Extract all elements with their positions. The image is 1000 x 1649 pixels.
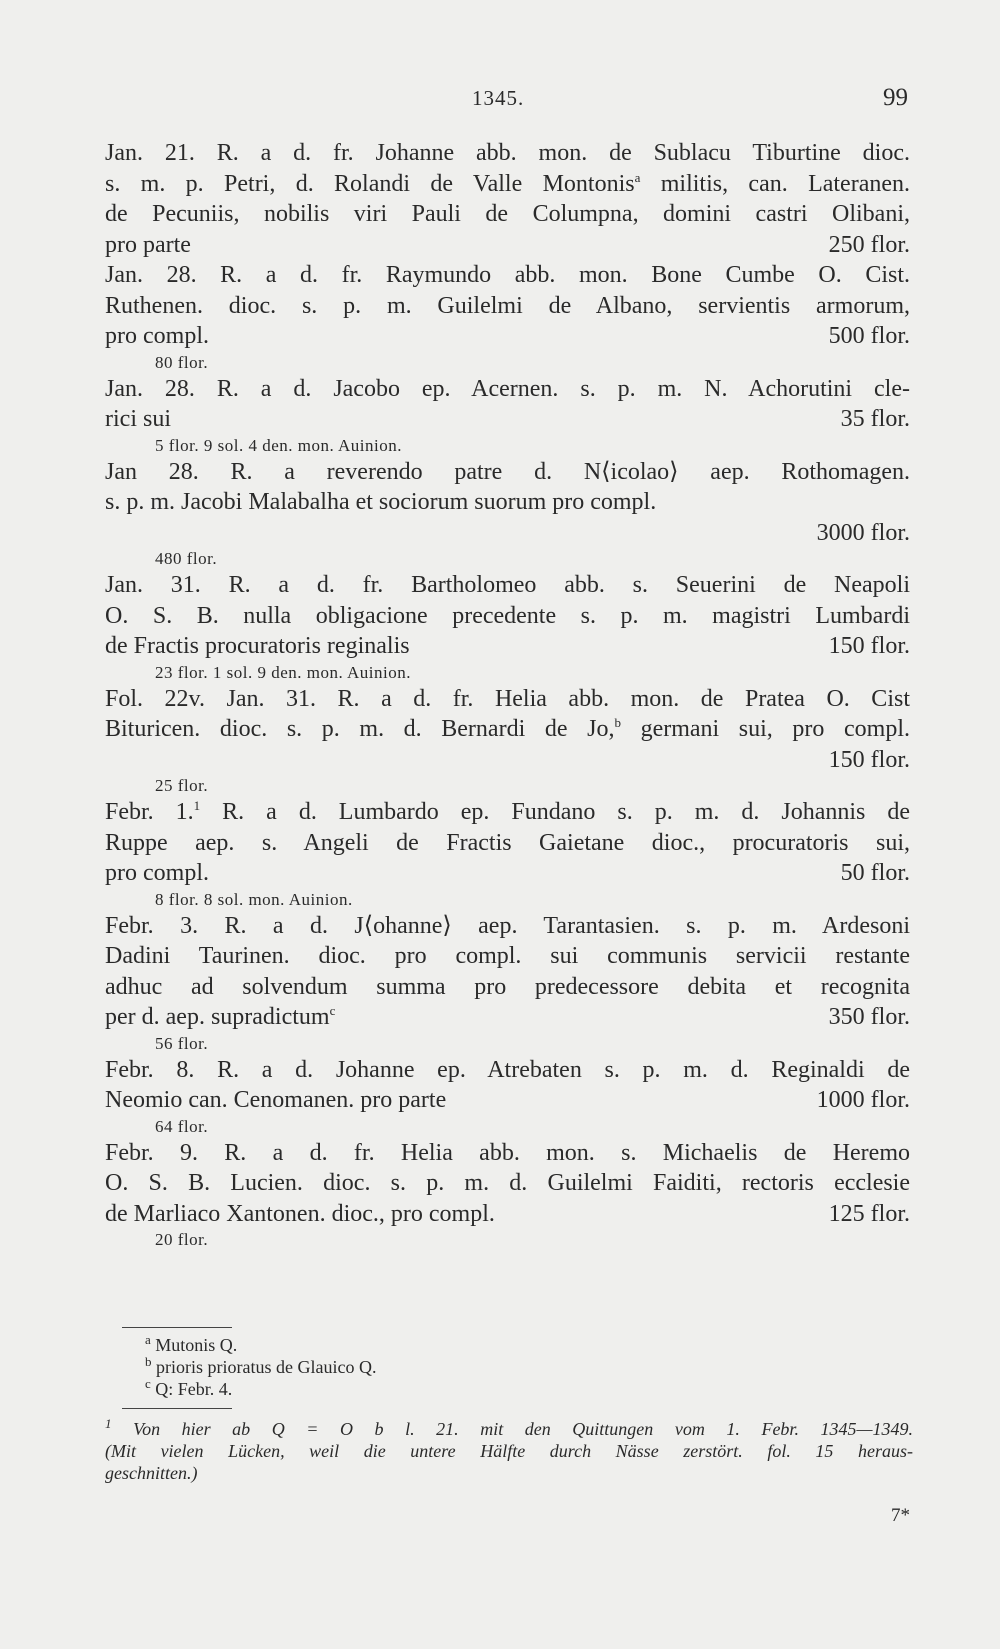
notes-rule (122, 1327, 232, 1328)
paid-note: 8 flor. 8 sol. mon. Auinion. (155, 889, 353, 909)
entry-line: pro parte 250 flor. (105, 230, 910, 261)
apparatus-note: $^a$ Mutonis Q. (145, 1332, 238, 1355)
amount: 1000 flor. (816, 1087, 910, 1113)
ledger-entry (105, 684, 910, 798)
apparatus-note: $^b$ prioris prioratus de Glauico Q. (145, 1354, 377, 1377)
amount: 125 flor. (828, 1200, 910, 1227)
entry-line: pro compl. 500 flor. (105, 321, 910, 352)
entry-line: Jan. 28. R. a d. fr. Raymundo abb. mon. Bone Cumbe O. Cist. (105, 262, 910, 288)
ledger-entry (105, 1055, 910, 1138)
paid-note: 56 flor. (155, 1033, 209, 1053)
footnote-line: $^1$ Von hier ab Q = O b l. 21. mit den Quittungen vom 1. Febr. 1345—1349. (105, 1416, 914, 1439)
ledger-entry (105, 570, 910, 684)
amount: 150 flor. (828, 633, 910, 659)
paid-note: 20 flor. (155, 1230, 209, 1249)
footnote-mark: a (634, 169, 641, 185)
paid-note: 480 flor. (155, 549, 218, 568)
ledger-entry (105, 138, 910, 260)
ledger-entry (105, 457, 910, 571)
entry-line: pro compl. 50 flor. (105, 858, 910, 889)
amount: 3000 flor. (816, 519, 910, 546)
footnote-rule (122, 1408, 232, 1409)
paid-note: 80 flor. (155, 352, 209, 372)
entry-line: Ruppe aep. s. Angeli de Fractis Gaietane dioc., procuratoris sui, (105, 829, 910, 856)
amount: 35 flor. (840, 406, 910, 432)
amount: 50 flor. (840, 860, 910, 886)
ledger-entry (105, 911, 910, 1055)
entry-line: Febr. 8. R. a d. Johanne ep. Atrebaten s. p. m. d. Reginaldi de (105, 1056, 910, 1083)
entry-line: Jan. 28. R. a d. Jacobo ep. Acernen. s. p. m. N. Achorutini cle- (105, 375, 910, 402)
amount: 500 flor. (828, 323, 910, 349)
paid-note: 5 flor. 9 sol. 4 den. mon. Auinion. (155, 435, 402, 455)
footnote-mark: c (329, 1003, 336, 1018)
entry-line: Jan. 31. R. a d. fr. Bartholomeo abb. s. Seuerini de Neapoli (105, 572, 910, 598)
apparatus-note: $^c$ Q: Febr. 4. (145, 1376, 233, 1399)
entry-line: de Fractis procuratoris reginalis 150 flor. (105, 631, 910, 662)
entry-line: per d. aep. supradictum$^c$ 350 flor. (105, 1002, 910, 1033)
entry-line: rici sui 35 flor. (105, 404, 910, 435)
entry-line: de Pecuniis, nobilis viri Pauli de Columpna, domini castri Olibani, (105, 201, 910, 227)
paid-note: 64 flor. (155, 1116, 209, 1136)
entry-line: s. m. p. Petri, d. Rolandi de Valle Montonis$^a$ militis, can. Lateranen. (105, 169, 910, 197)
footnote-line: geschnitten.) (105, 1463, 198, 1483)
footnote-mark: b (614, 715, 621, 730)
running-head-year: 1345. (472, 86, 525, 110)
entry-line: Febr. 9. R. a d. fr. Helia abb. mon. s. Michaelis de Heremo (105, 1139, 910, 1166)
entry-line: Jan 28. R. a reverendo patre d. N⟨icolao⟩ aep. Rothomagen. (105, 458, 910, 485)
footnote (105, 1418, 913, 1484)
page-number: 99 (883, 84, 908, 111)
apparatus-notes (145, 1334, 376, 1400)
running-head (105, 86, 908, 120)
footnote-mark: 1 (193, 798, 201, 813)
ledger-body (105, 138, 910, 1251)
entry-line: de Marliaco Xantonen. dioc., pro compl. 125 flor. (105, 1199, 910, 1230)
entry-line: s. p. m. Jacobi Malabalha et sociorum suorum pro compl. (105, 489, 657, 515)
entry-line: Fol. 22v. Jan. 31. R. a d. fr. Helia abb. mon. de Pratea O. Cist (105, 685, 910, 712)
entry-line: Bituricen. dioc. s. p. m. d. Bernardi de Jo,$^b$ germani sui, pro compl. (105, 715, 911, 742)
entry-line: Ruthenen. dioc. s. p. m. Guilelmi de Albano, servientis armorum, (105, 292, 910, 319)
ledger-entry (105, 797, 910, 911)
amount: 150 flor. (828, 746, 910, 773)
ledger-entry (105, 374, 910, 457)
amount: 350 flor. (828, 1004, 910, 1030)
entry-line: adhuc ad solvendum summa pro predecessore debita et recognita (105, 973, 910, 1000)
signature-mark: 7* (891, 1505, 910, 1526)
entry-line: Febr. 1.$^1$ R. a d. Lumbardo ep. Fundano s. p. m. d. Johannis de (105, 798, 911, 825)
ledger-entry (105, 1138, 910, 1252)
amount: 250 flor. (828, 231, 910, 258)
ledger-entry (105, 260, 910, 374)
entry-line: Neomio can. Cenomanen. pro parte 1000 flor. (105, 1085, 910, 1116)
entry-line: Jan. 21. R. a d. fr. Johanne abb. mon. de Sublacu Tiburtine dioc. (105, 140, 910, 166)
entry-line: Dadini Taurinen. dioc. pro compl. sui communis servicii restante (105, 943, 910, 969)
paid-note: 23 flor. 1 sol. 9 den. mon. Auinion. (155, 662, 411, 682)
paid-note: 25 flor. (155, 776, 209, 795)
footnote-line: (Mit vielen Lücken, weil die untere Hälfte durch Nässe zerstört. fol. 15 heraus- (105, 1441, 913, 1461)
entry-line: Febr. 3. R. a d. J⟨ohanne⟩ aep. Tarantasien. s. p. m. Ardesoni (105, 912, 910, 939)
entry-line: O. S. B. Lucien. dioc. s. p. m. d. Guilelmi Faiditi, rectoris ecclesie (105, 1170, 910, 1196)
entry-line: O. S. B. nulla obligacione precedente s. p. m. magistri Lumbardi (105, 602, 910, 629)
